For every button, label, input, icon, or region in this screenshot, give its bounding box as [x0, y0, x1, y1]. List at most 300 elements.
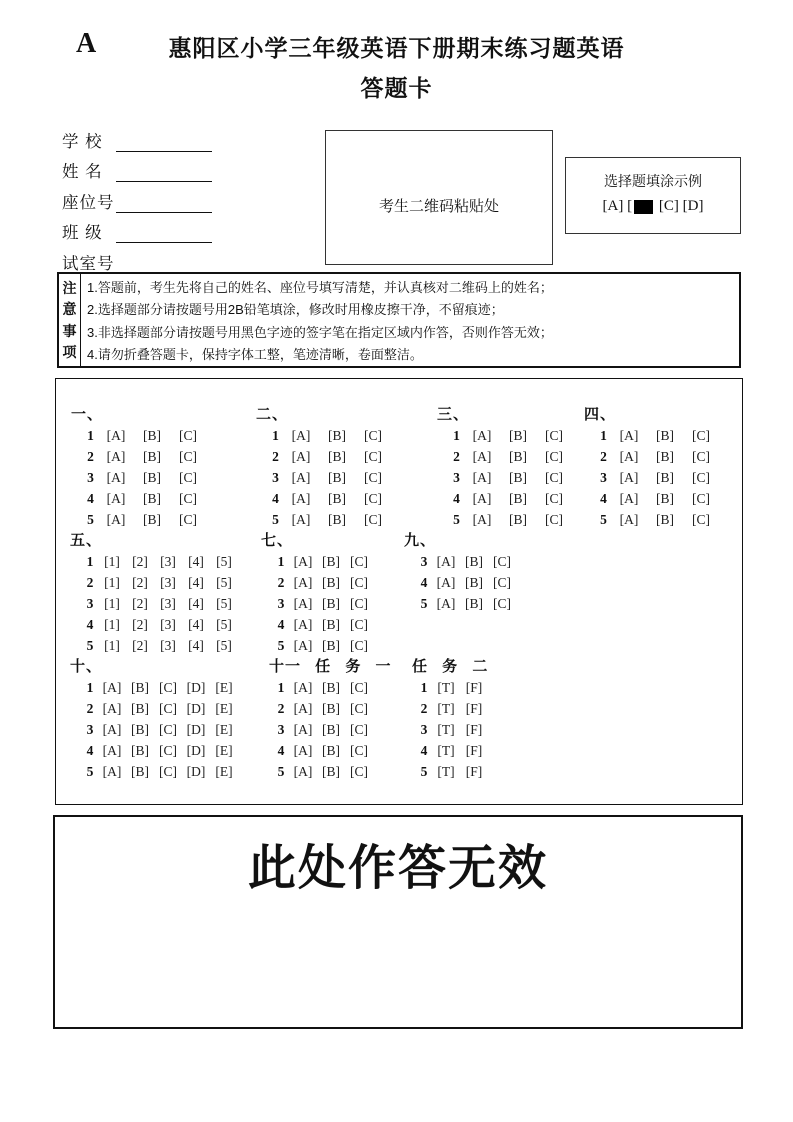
notice-side-char: 项 — [62, 344, 77, 361]
option-bubble[interactable]: [A] — [106, 490, 126, 506]
option-bubble[interactable]: [B] — [143, 469, 161, 485]
option-bubble[interactable]: [B] — [509, 490, 527, 506]
option-bubble[interactable]: [A] — [436, 574, 456, 590]
question-number: 5 — [86, 637, 94, 653]
option-bubble[interactable]: [2] — [132, 553, 148, 569]
option-bubble[interactable]: [A] — [106, 469, 126, 485]
question-number: 1 — [87, 427, 94, 443]
option-bubble[interactable]: [B] — [656, 448, 674, 464]
answer-row — [82, 572, 238, 593]
option-bubble[interactable]: [A] — [102, 763, 122, 779]
option-bubble[interactable]: [C] — [159, 721, 177, 737]
option-bubble[interactable]: [C] — [692, 427, 710, 443]
option-bubble[interactable]: [C] — [545, 511, 563, 527]
option-bubble[interactable]: [C] — [350, 574, 368, 590]
option-bubble[interactable]: [B] — [322, 553, 340, 569]
option-bubble[interactable]: [B] — [322, 742, 340, 758]
question-number: 5 — [600, 511, 607, 527]
field-underline[interactable] — [116, 193, 212, 213]
option-bubble[interactable]: [B] — [465, 574, 483, 590]
fill-sample-title: 选择题填涂示例 — [604, 173, 702, 189]
question-number: 3 — [420, 721, 428, 737]
answer-row — [83, 488, 206, 509]
option-bubble[interactable]: [4] — [188, 595, 204, 611]
option-bubble[interactable]: [B] — [131, 742, 149, 758]
question-number: 2 — [600, 448, 607, 464]
answer-row — [82, 698, 238, 719]
option-bubble[interactable]: [B] — [656, 490, 674, 506]
question-number: 5 — [420, 595, 428, 611]
option-bubble[interactable]: [B] — [322, 637, 340, 653]
option-bubble[interactable]: [T] — [437, 763, 455, 779]
question-number: 5 — [86, 763, 94, 779]
answer-row — [449, 488, 572, 509]
option-bubble[interactable]: [2] — [132, 595, 148, 611]
question-number: 3 — [86, 721, 94, 737]
option-bubble[interactable]: [C] — [545, 427, 563, 443]
answer-row — [273, 719, 392, 740]
option-bubble[interactable]: [B] — [328, 511, 346, 527]
answer-row — [273, 572, 373, 593]
field-exam-room — [62, 243, 212, 274]
section-1 — [71, 404, 206, 530]
option-bubble[interactable]: [4] — [188, 616, 204, 632]
question-number: 3 — [600, 469, 607, 485]
option-bubble[interactable]: [2] — [132, 616, 148, 632]
question-number: 4 — [86, 742, 94, 758]
option-bubble[interactable]: [A] — [472, 448, 492, 464]
option-bubble[interactable]: [A] — [472, 490, 492, 506]
answer-row — [82, 740, 238, 761]
option-bubble[interactable]: [3] — [160, 574, 176, 590]
answer-row — [596, 488, 719, 509]
notice-side-char: 注 — [62, 279, 77, 296]
answer-row — [82, 677, 238, 698]
option-bubble[interactable]: [D] — [186, 742, 206, 758]
option-bubble[interactable]: [T] — [437, 742, 455, 758]
option-bubble[interactable]: [B] — [131, 721, 149, 737]
invalid-area-text: 此处作答无效 — [247, 842, 548, 895]
notice-items — [81, 274, 739, 366]
notice-side-char: 意 — [62, 301, 77, 318]
option-bubble[interactable]: [F] — [465, 721, 483, 737]
notice-item: 4.请勿折叠答题卡，保持字体工整，笔迹清晰，卷面整洁。 — [87, 347, 423, 363]
option-bubble[interactable]: [1] — [104, 637, 120, 653]
option-bubble[interactable]: [A] — [436, 595, 456, 611]
question-number: 4 — [86, 616, 94, 632]
section-9 — [404, 530, 516, 614]
option-bubble[interactable]: [2] — [132, 637, 148, 653]
option-bubble[interactable]: [C] — [545, 490, 563, 506]
question-number: 4 — [87, 490, 94, 506]
question-number: 4 — [277, 616, 285, 632]
question-number: 1 — [453, 427, 460, 443]
question-number: 1 — [86, 553, 94, 569]
option-bubble[interactable]: [C] — [364, 427, 382, 443]
question-number: 2 — [86, 700, 94, 716]
option-bubble[interactable]: [3] — [160, 553, 176, 569]
answer-row — [416, 572, 516, 593]
option-bubble[interactable]: [F] — [465, 700, 483, 716]
question-number: 4 — [420, 574, 428, 590]
question-number: 2 — [86, 574, 94, 590]
option-bubble[interactable]: [C] — [179, 427, 197, 443]
answer-row — [83, 425, 206, 446]
option-bubble[interactable]: [C] — [179, 469, 197, 485]
option-bubble[interactable]: [B] — [143, 490, 161, 506]
option-bubble[interactable]: [A] — [102, 742, 122, 758]
option-bubble[interactable]: [T] — [437, 679, 455, 695]
answer-row — [449, 446, 572, 467]
sample-options-right: [C] [D] — [655, 198, 704, 214]
option-bubble[interactable]: [E] — [215, 763, 233, 779]
option-bubble[interactable]: [1] — [104, 616, 120, 632]
option-bubble[interactable]: [A] — [619, 427, 639, 443]
option-bubble[interactable]: [D] — [186, 679, 206, 695]
section-10 — [70, 656, 238, 782]
option-bubble[interactable]: [B] — [328, 448, 346, 464]
option-bubble[interactable]: [F] — [465, 742, 483, 758]
option-bubble[interactable]: [E] — [215, 679, 233, 695]
option-bubble[interactable]: [A] — [293, 742, 313, 758]
option-bubble[interactable]: [B] — [509, 469, 527, 485]
field-label: 学 校 — [62, 132, 103, 151]
answer-row — [83, 467, 206, 488]
sample-options-left: [A] [ — [602, 198, 633, 214]
question-number: 4 — [277, 742, 285, 758]
question-number: 1 — [277, 679, 285, 695]
option-bubble[interactable]: [C] — [350, 616, 368, 632]
fill-sample-line — [566, 198, 740, 215]
option-bubble[interactable]: [E] — [215, 721, 233, 737]
field-underline[interactable] — [116, 132, 212, 152]
option-bubble[interactable]: [C] — [364, 511, 382, 527]
option-bubble[interactable]: [A] — [102, 700, 122, 716]
option-bubble[interactable]: [B] — [322, 679, 340, 695]
field-label: 试室号 — [62, 254, 115, 273]
option-bubble[interactable]: [C] — [350, 742, 368, 758]
answer-card-subtitle: 答题卡 — [360, 75, 433, 101]
answer-row — [83, 509, 206, 530]
option-bubble[interactable]: [E] — [215, 742, 233, 758]
option-bubble[interactable]: [4] — [188, 574, 204, 590]
invalid-area-box — [53, 815, 743, 1029]
option-bubble[interactable]: [C] — [350, 763, 368, 779]
exam-title: 惠阳区小学三年级英语下册期末练习题英语 — [168, 35, 625, 61]
option-bubble[interactable]: [F] — [465, 679, 483, 695]
answer-row — [268, 446, 391, 467]
field-underline[interactable] — [116, 223, 212, 243]
option-bubble[interactable]: [B] — [656, 469, 674, 485]
field-underline[interactable] — [116, 162, 212, 182]
option-bubble[interactable]: [B] — [322, 616, 340, 632]
field-school — [62, 121, 212, 152]
option-bubble[interactable]: [A] — [293, 679, 313, 695]
option-bubble[interactable]: [B] — [322, 721, 340, 737]
option-bubble[interactable]: [C] — [159, 763, 177, 779]
answer-row — [82, 635, 238, 656]
option-bubble[interactable]: [1] — [104, 595, 120, 611]
option-bubble[interactable]: [3] — [160, 595, 176, 611]
option-bubble[interactable]: [B] — [465, 595, 483, 611]
option-bubble[interactable]: [C] — [350, 679, 368, 695]
option-bubble[interactable]: [B] — [143, 448, 161, 464]
question-number: 3 — [87, 469, 94, 485]
option-bubble[interactable]: [C] — [179, 511, 197, 527]
notice-side-char: 事 — [62, 322, 77, 339]
option-bubble[interactable]: [C] — [493, 574, 511, 590]
option-bubble[interactable]: [5] — [216, 574, 232, 590]
option-bubble[interactable]: [A] — [293, 763, 313, 779]
field-seat-number — [62, 182, 212, 213]
option-bubble[interactable]: [4] — [188, 553, 204, 569]
option-bubble[interactable]: [C] — [159, 742, 177, 758]
question-number: 5 — [277, 763, 285, 779]
option-bubble[interactable]: [A] — [291, 511, 311, 527]
option-bubble[interactable]: [D] — [186, 763, 206, 779]
answer-row — [82, 719, 238, 740]
answer-row — [449, 509, 572, 530]
question-number: 1 — [86, 679, 94, 695]
option-bubble[interactable]: [C] — [350, 595, 368, 611]
answer-grid — [55, 378, 743, 805]
option-bubble[interactable]: [3] — [160, 637, 176, 653]
answer-row — [416, 698, 488, 719]
option-bubble[interactable]: [B] — [143, 427, 161, 443]
answer-row — [273, 761, 392, 782]
question-number: 3 — [420, 553, 428, 569]
option-bubble[interactable]: [T] — [437, 721, 455, 737]
option-bubble[interactable]: [A] — [293, 700, 313, 716]
option-bubble[interactable]: [C] — [692, 469, 710, 485]
option-bubble[interactable]: [C] — [159, 700, 177, 716]
option-bubble[interactable]: [B] — [322, 700, 340, 716]
option-bubble[interactable]: [C] — [179, 490, 197, 506]
question-number: 4 — [420, 742, 428, 758]
answer-row — [416, 551, 516, 572]
option-bubble[interactable]: [C] — [179, 448, 197, 464]
option-bubble[interactable]: [1] — [104, 553, 120, 569]
answer-row — [82, 614, 238, 635]
option-bubble[interactable]: [B] — [131, 763, 149, 779]
option-bubble[interactable]: [A] — [106, 448, 126, 464]
option-bubble[interactable]: [B] — [322, 595, 340, 611]
option-bubble[interactable]: [C] — [364, 448, 382, 464]
option-bubble[interactable]: [A] — [472, 469, 492, 485]
question-number: 2 — [277, 700, 285, 716]
answer-row — [596, 467, 719, 488]
question-number: 3 — [277, 595, 285, 611]
field-label: 班 级 — [62, 224, 103, 242]
section-header: 十、 — [70, 658, 103, 675]
option-bubble[interactable]: [C] — [692, 448, 710, 464]
option-bubble[interactable]: [C] — [364, 490, 382, 506]
option-bubble[interactable]: [A] — [291, 427, 311, 443]
question-number: 3 — [453, 469, 460, 485]
notice-item: 3.非选择题部分请按题号用黑色字迹的签字笔在指定区域内作答，否则作答无效； — [87, 324, 553, 340]
option-bubble[interactable]: [A] — [619, 511, 639, 527]
option-bubble[interactable]: [C] — [493, 595, 511, 611]
option-bubble[interactable]: [C] — [493, 553, 511, 569]
option-bubble[interactable]: [D] — [186, 700, 206, 716]
section-header: 二、 — [256, 406, 289, 423]
answer-row — [273, 740, 392, 761]
option-bubble[interactable]: [A] — [291, 448, 311, 464]
option-bubble[interactable]: [B] — [509, 427, 527, 443]
section-header: 三、 — [437, 406, 470, 423]
notice-item: 2.选择题部分请按题号用2B铅笔填涂，修改时用橡皮擦干净，不留痕迹； — [87, 302, 504, 318]
answer-row — [273, 614, 373, 635]
option-bubble[interactable]: [A] — [291, 490, 311, 506]
option-bubble[interactable]: [B] — [656, 427, 674, 443]
section-header: 四、 — [584, 406, 617, 423]
option-bubble[interactable]: [D] — [186, 721, 206, 737]
answer-row — [82, 593, 238, 614]
option-bubble[interactable]: [A] — [619, 448, 639, 464]
option-bubble[interactable]: [A] — [293, 637, 313, 653]
option-bubble[interactable]: [4] — [188, 637, 204, 653]
answer-row — [416, 761, 488, 782]
question-number: 2 — [272, 448, 279, 464]
option-bubble[interactable]: [A] — [293, 616, 313, 632]
answer-row — [82, 551, 238, 572]
section-7 — [261, 530, 373, 656]
question-number: 5 — [420, 763, 428, 779]
option-bubble[interactable]: [A] — [293, 574, 313, 590]
answer-row — [268, 425, 391, 446]
option-bubble[interactable]: [1] — [104, 574, 120, 590]
question-number: 2 — [277, 574, 285, 590]
exam-title-block — [0, 33, 793, 103]
section-2 — [256, 404, 391, 530]
option-bubble[interactable]: [C] — [350, 637, 368, 653]
option-bubble[interactable]: [A] — [102, 679, 122, 695]
answer-row — [449, 425, 572, 446]
option-bubble[interactable]: [B] — [656, 511, 674, 527]
option-bubble[interactable]: [5] — [216, 553, 232, 569]
notice-item: 1.答题前，考生先将自己的姓名、座位号填写清楚，并认真核对二维码上的姓名； — [87, 280, 553, 295]
notice-side-label — [59, 274, 81, 366]
option-bubble[interactable]: [A] — [106, 511, 126, 527]
option-bubble[interactable]: [5] — [216, 616, 232, 632]
option-bubble[interactable]: [C] — [545, 469, 563, 485]
filled-bubble-example — [634, 200, 653, 214]
option-bubble[interactable]: [A] — [293, 721, 313, 737]
section-4 — [584, 404, 719, 530]
answer-row — [596, 446, 719, 467]
option-bubble[interactable]: [A] — [472, 511, 492, 527]
question-number: 2 — [420, 700, 428, 716]
option-bubble[interactable]: [B] — [465, 553, 483, 569]
option-bubble[interactable]: [C] — [545, 448, 563, 464]
answer-row — [82, 761, 238, 782]
question-number: 5 — [87, 511, 94, 527]
option-bubble[interactable]: [C] — [350, 553, 368, 569]
option-bubble[interactable]: [A] — [472, 427, 492, 443]
answer-row — [416, 719, 488, 740]
option-bubble[interactable]: [C] — [350, 700, 368, 716]
answer-row — [273, 593, 373, 614]
question-number: 2 — [87, 448, 94, 464]
question-number: 1 — [600, 427, 607, 443]
question-number: 1 — [272, 427, 279, 443]
question-number: 1 — [420, 679, 428, 695]
answer-row — [416, 740, 488, 761]
option-bubble[interactable]: [A] — [102, 721, 122, 737]
answer-row — [273, 698, 392, 719]
section-header: 一、 — [71, 406, 104, 423]
section-header: 九、 — [404, 532, 437, 549]
option-bubble[interactable]: [B] — [131, 700, 149, 716]
option-bubble[interactable]: [C] — [364, 469, 382, 485]
section-header: 五、 — [70, 532, 103, 549]
option-bubble[interactable]: [B] — [131, 679, 149, 695]
option-bubble[interactable]: [A] — [293, 553, 313, 569]
field-underline[interactable] — [116, 254, 212, 274]
option-bubble[interactable]: [5] — [216, 595, 232, 611]
option-bubble[interactable]: [5] — [216, 637, 232, 653]
notice-box — [57, 272, 741, 368]
section-11-task-1 — [269, 656, 392, 782]
answer-row — [83, 446, 206, 467]
option-bubble[interactable]: [B] — [509, 448, 527, 464]
option-bubble[interactable]: [B] — [328, 490, 346, 506]
option-bubble[interactable]: [2] — [132, 574, 148, 590]
question-number: 3 — [277, 721, 285, 737]
question-number: 1 — [277, 553, 285, 569]
option-bubble[interactable]: [B] — [322, 574, 340, 590]
answer-row — [273, 635, 373, 656]
question-number: 3 — [272, 469, 279, 485]
option-bubble[interactable]: [B] — [322, 763, 340, 779]
section-5 — [70, 530, 238, 656]
answer-row — [416, 677, 488, 698]
option-bubble[interactable]: [T] — [437, 700, 455, 716]
question-number: 5 — [272, 511, 279, 527]
option-bubble[interactable]: [B] — [509, 511, 527, 527]
option-bubble[interactable]: [E] — [215, 700, 233, 716]
option-bubble[interactable]: [A] — [619, 469, 639, 485]
option-bubble[interactable]: [C] — [692, 490, 710, 506]
option-bubble[interactable]: [A] — [106, 427, 126, 443]
answer-row — [268, 509, 391, 530]
option-bubble[interactable]: [C] — [159, 679, 177, 695]
option-bubble[interactable]: [A] — [293, 595, 313, 611]
option-bubble[interactable]: [B] — [143, 511, 161, 527]
qr-paste-box — [325, 130, 553, 265]
option-bubble[interactable]: [A] — [436, 553, 456, 569]
question-number: 2 — [453, 448, 460, 464]
qr-paste-label: 考生二维码粘贴处 — [378, 198, 499, 215]
answer-row — [268, 488, 391, 509]
answer-row — [268, 467, 391, 488]
answer-row — [596, 425, 719, 446]
option-bubble[interactable]: [A] — [619, 490, 639, 506]
question-number: 4 — [600, 490, 607, 506]
option-bubble[interactable]: [C] — [692, 511, 710, 527]
option-bubble[interactable]: [3] — [160, 616, 176, 632]
option-bubble[interactable]: [B] — [328, 427, 346, 443]
answer-row — [449, 467, 572, 488]
student-info-fields — [62, 121, 212, 274]
question-number: 3 — [86, 595, 94, 611]
option-bubble[interactable]: [A] — [291, 469, 311, 485]
option-bubble[interactable]: [F] — [465, 763, 483, 779]
option-bubble[interactable]: [C] — [350, 721, 368, 737]
option-bubble[interactable]: [B] — [328, 469, 346, 485]
question-number: 4 — [453, 490, 460, 506]
section-header: 任 务 二 — [412, 658, 489, 675]
